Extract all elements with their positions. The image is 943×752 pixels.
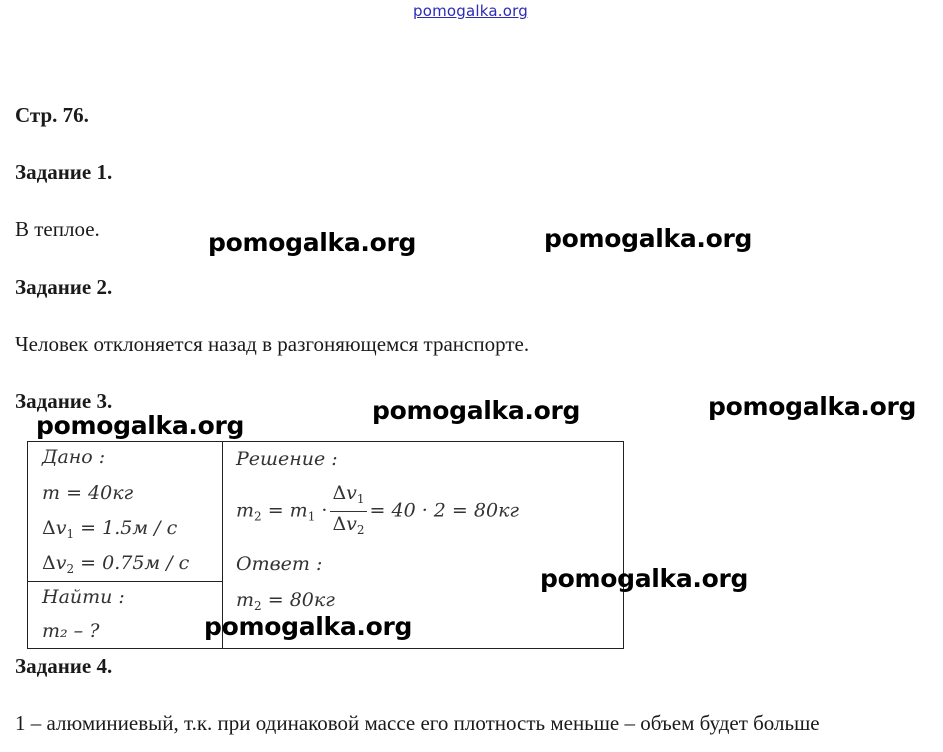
task-2-title: Задание 2.: [15, 275, 113, 299]
task-4-title: Задание 4.: [15, 654, 113, 678]
find-label: Найти :: [42, 586, 125, 608]
watermark: pomogalka.org: [36, 411, 245, 440]
task-1-title: Задание 1.: [15, 160, 113, 184]
watermark: pomogalka.org: [708, 392, 917, 421]
watermark: pomogalka.org: [208, 228, 417, 257]
task-4-answer: 1 – алюминиевый, т.к. при одинаковой массе его плотность меньше – объем будет больше: [15, 711, 820, 735]
task-3-title: Задание 3.: [15, 389, 113, 413]
given-dv2: $\Delta v_2 = 0.75м / с$: [42, 552, 190, 576]
site-link[interactable]: pomogalka.org: [413, 2, 528, 20]
answer-value-text: 80кг: [289, 589, 335, 611]
answer-value: $m_2 = 80кг$: [236, 589, 335, 613]
given-dv2-value: 0.75м / с: [102, 552, 190, 574]
solution-formula: $m_2 = m_1$ · $\frac{\Delta v_1}{\Delta v_2}$ = 40 · 2 = 80кг: [236, 482, 520, 537]
answer-label: Ответ :: [236, 553, 323, 575]
given-dv1: $\Delta v_1 = 1.5м / с$: [42, 517, 178, 541]
given-mass: m = 40кг: [42, 482, 134, 504]
watermark: pomogalka.org: [372, 396, 581, 425]
watermark: pomogalka.org: [544, 224, 753, 253]
watermark: pomogalka.org: [540, 564, 749, 593]
find-value: m₂ – ?: [42, 620, 100, 642]
given-dv1-value: 1.5м / с: [102, 517, 178, 539]
given-label: Дано :: [42, 446, 106, 468]
task-2-answer: Человек отклоняется назад в разгоняющемся транспорте.: [15, 332, 530, 356]
watermark: pomogalka.org: [204, 612, 413, 641]
given-mass-value: 40кг: [88, 482, 134, 504]
formula-result: = 40 · 2 = 80кг: [369, 499, 520, 522]
table-divider: [28, 581, 222, 582]
task-1-answer: В теплое.: [15, 217, 100, 241]
solution-label: Решение :: [236, 448, 338, 470]
page-heading: Стр. 76.: [15, 103, 89, 127]
